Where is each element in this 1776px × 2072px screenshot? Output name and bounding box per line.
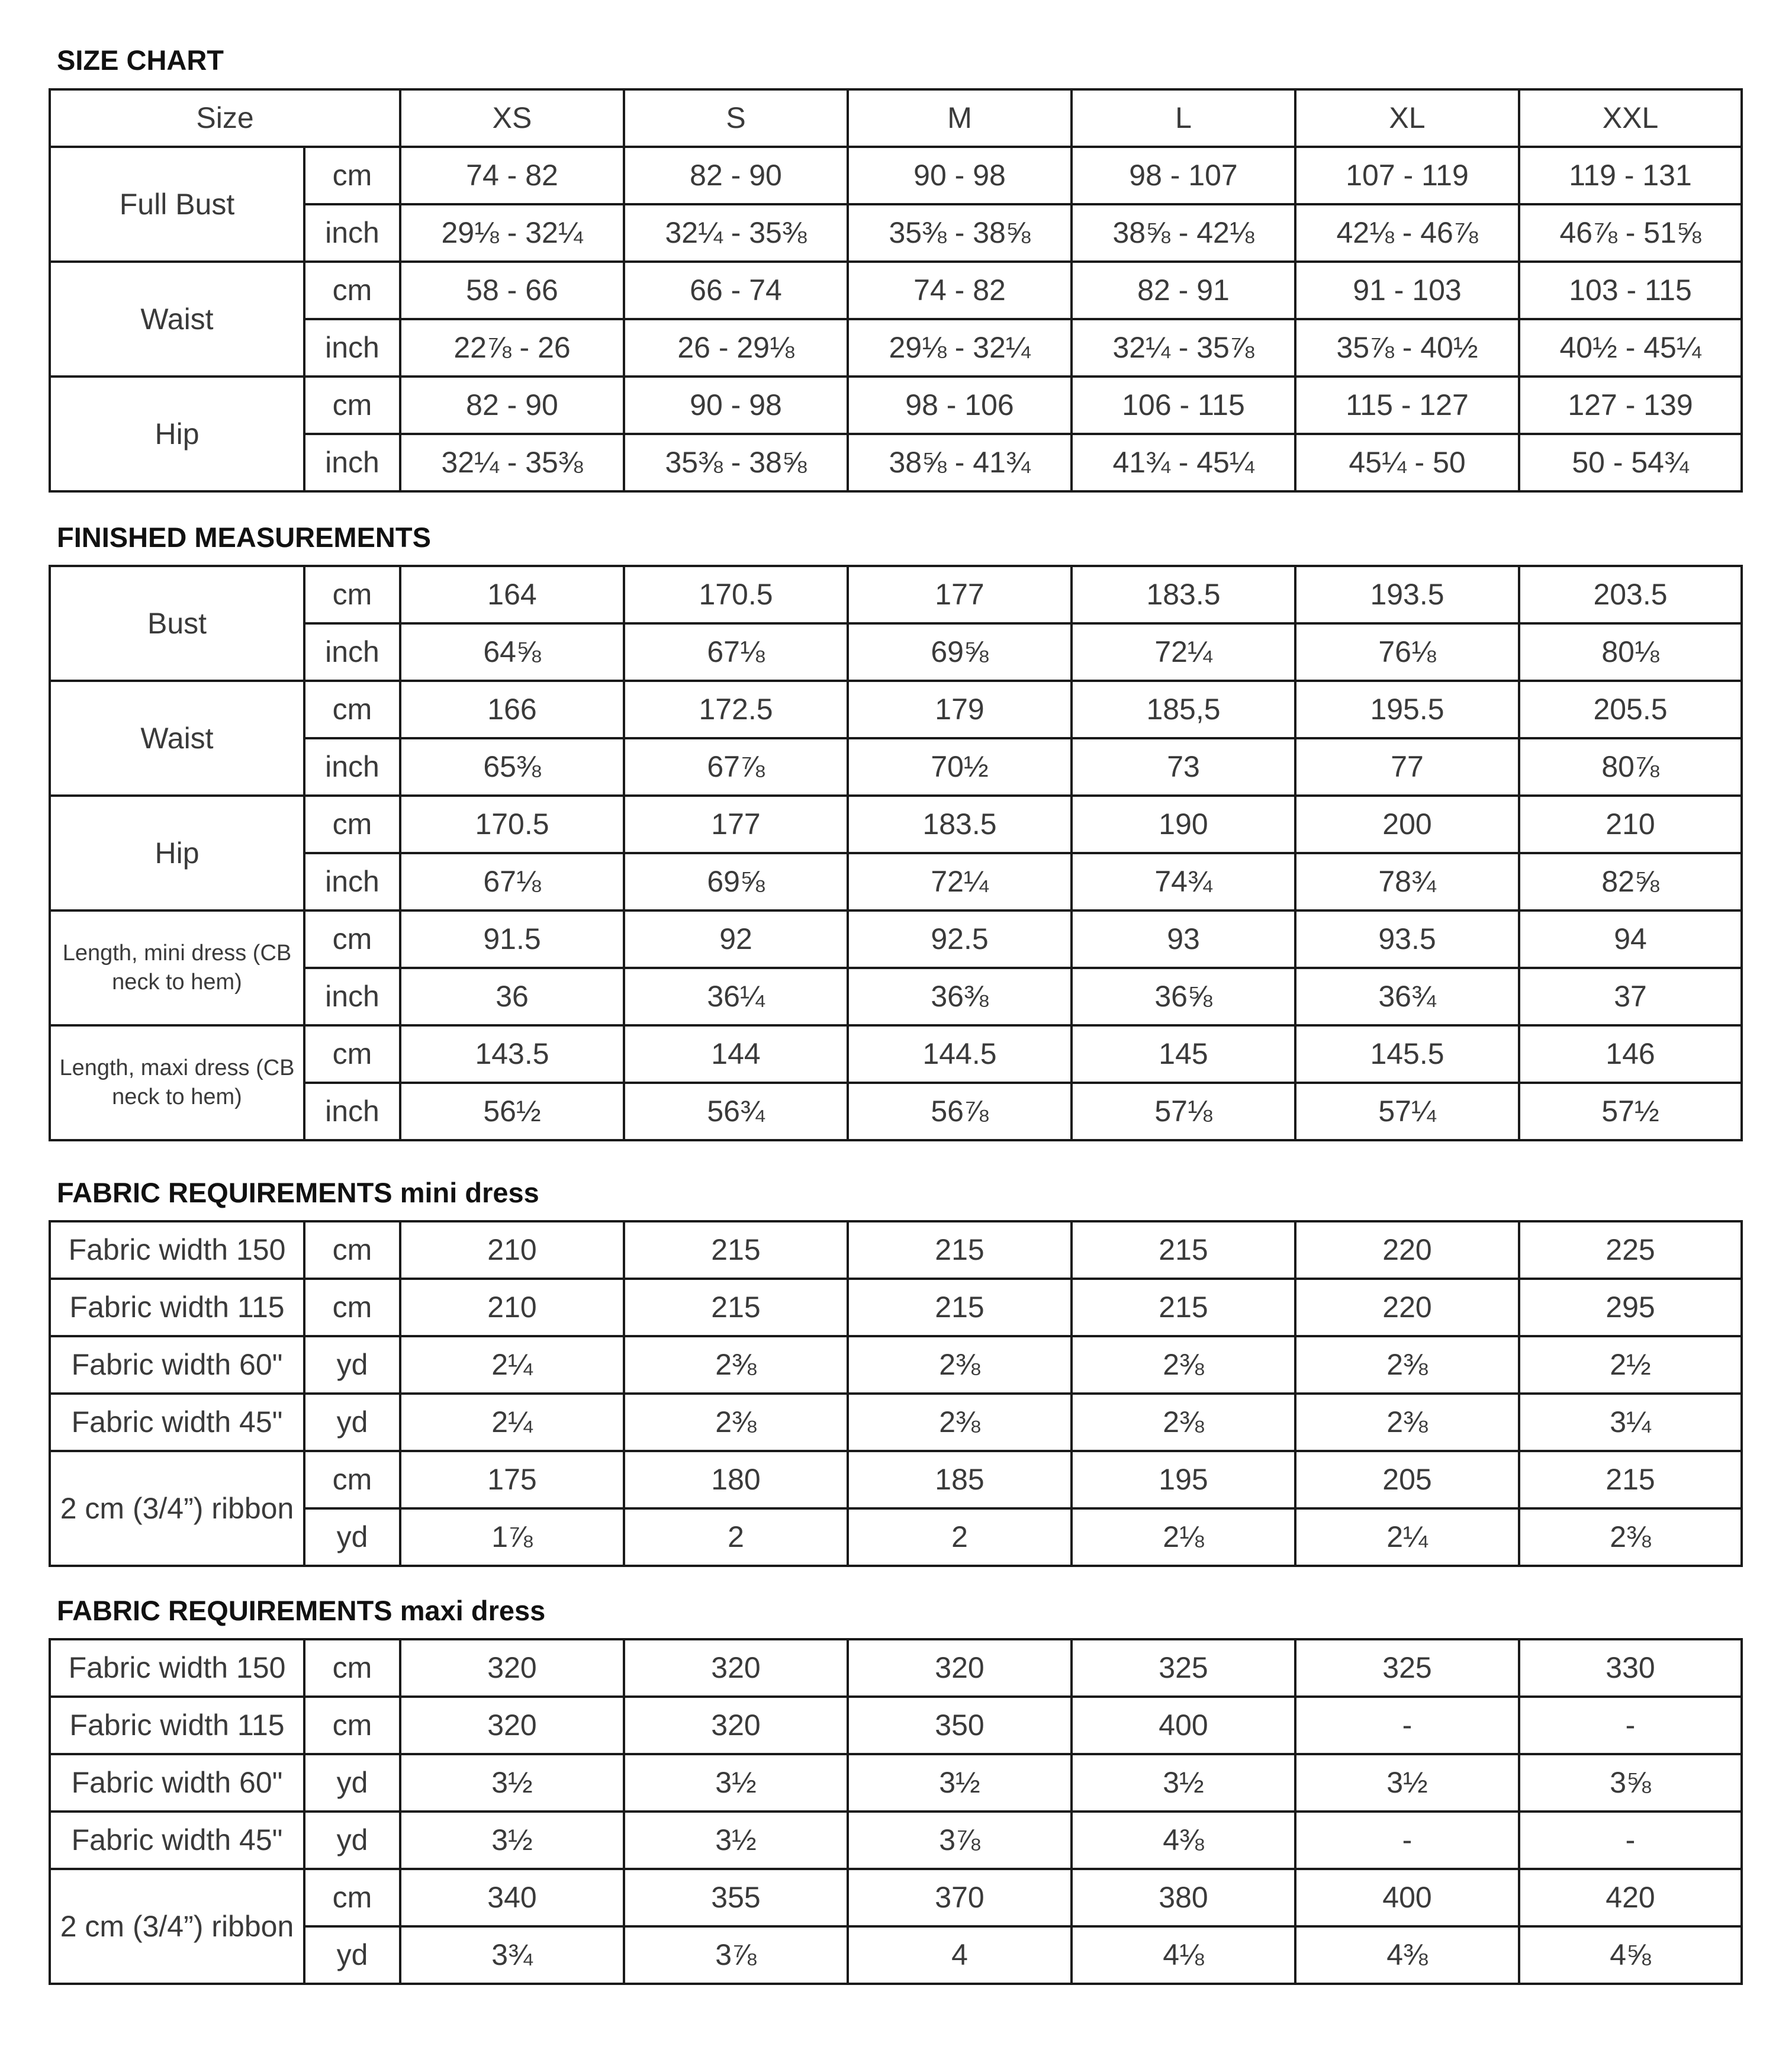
value-cell-xs: 320 [400, 1639, 624, 1697]
table-row [50, 1812, 1742, 1869]
value-cell-xs: 210 [400, 1221, 624, 1279]
unit-cell: yd [304, 1508, 400, 1566]
unit-cell: cm [304, 262, 400, 319]
value-cell-xs: 2¼ [400, 1336, 624, 1394]
unit-cell: cm [304, 1697, 400, 1754]
value-cell-xxl: 3¼ [1519, 1394, 1742, 1451]
value-cell-l: 41¾ - 45¼ [1072, 434, 1295, 491]
fabric-requirements-maxi-table [49, 1638, 1743, 1985]
size-header-xxl: XXL [1519, 89, 1742, 147]
table-row [50, 1869, 1742, 1926]
value-cell-l: 93 [1072, 910, 1295, 968]
value-cell-m: 70½ [848, 738, 1072, 796]
row-group-label: Hip [50, 377, 304, 491]
value-cell-l: 190 [1072, 796, 1295, 853]
value-cell-xl: 107 - 119 [1295, 147, 1519, 204]
value-cell-m: 29⅛ - 32¼ [848, 319, 1072, 377]
value-cell-s: 92 [624, 910, 848, 968]
value-cell-s: 67⅞ [624, 738, 848, 796]
value-cell-l: 2⅛ [1072, 1508, 1295, 1566]
unit-cell: yd [304, 1336, 400, 1394]
row-group-label: 2 cm (3/4”) ribbon [50, 1451, 304, 1566]
size-header-row [50, 89, 1742, 147]
value-cell-xl: 2⅜ [1295, 1394, 1519, 1451]
value-cell-xs: 56½ [400, 1083, 624, 1140]
value-cell-s: 144 [624, 1025, 848, 1083]
value-cell-xxl: 2⅜ [1519, 1508, 1742, 1566]
unit-cell: cm [304, 1279, 400, 1336]
value-cell-xxl: 50 - 54¾ [1519, 434, 1742, 491]
finished-measurements-table [49, 565, 1743, 1141]
size-header-xs: XS [400, 89, 624, 147]
value-cell-m: 215 [848, 1279, 1072, 1336]
value-cell-l: 38⅝ - 42⅛ [1072, 204, 1295, 262]
row-group-label: Fabric width 150 [50, 1221, 304, 1279]
value-cell-xs: 3½ [400, 1812, 624, 1869]
value-cell-l: 215 [1072, 1221, 1295, 1279]
value-cell-s: 2⅜ [624, 1336, 848, 1394]
unit-cell: cm [304, 147, 400, 204]
table-row [50, 566, 1742, 623]
value-cell-xs: 2¼ [400, 1394, 624, 1451]
unit-cell: inch [304, 1083, 400, 1140]
value-cell-xs: 74 - 82 [400, 147, 624, 204]
value-cell-l: 380 [1072, 1869, 1295, 1926]
unit-cell: inch [304, 968, 400, 1025]
value-cell-xs: 164 [400, 566, 624, 623]
value-cell-s: 2 [624, 1508, 848, 1566]
unit-cell: inch [304, 319, 400, 377]
unit-cell: cm [304, 1869, 400, 1926]
value-cell-l: 72¼ [1072, 623, 1295, 681]
value-cell-l: 3½ [1072, 1754, 1295, 1812]
value-cell-m: 350 [848, 1697, 1072, 1754]
value-cell-xl: 200 [1295, 796, 1519, 853]
value-cell-l: 400 [1072, 1697, 1295, 1754]
value-cell-s: 67⅛ [624, 623, 848, 681]
value-cell-xxl: 215 [1519, 1451, 1742, 1508]
value-cell-xxl: 119 - 131 [1519, 147, 1742, 204]
table-row [50, 1754, 1742, 1812]
value-cell-xl: 78¾ [1295, 853, 1519, 910]
value-cell-xs: 1⅞ [400, 1508, 624, 1566]
value-cell-m: 144.5 [848, 1025, 1072, 1083]
unit-cell: inch [304, 623, 400, 681]
value-cell-xxl: 37 [1519, 968, 1742, 1025]
value-cell-m: 3⅞ [848, 1812, 1072, 1869]
size-chart-title: SIZE CHART [57, 44, 224, 76]
unit-cell: cm [304, 1451, 400, 1508]
value-cell-s: 170.5 [624, 566, 848, 623]
value-cell-l: 145 [1072, 1025, 1295, 1083]
unit-cell: inch [304, 204, 400, 262]
value-cell-s: 215 [624, 1221, 848, 1279]
unit-cell: inch [304, 434, 400, 491]
value-cell-l: 185,5 [1072, 681, 1295, 738]
value-cell-xxl: 420 [1519, 1869, 1742, 1926]
value-cell-xs: 3½ [400, 1754, 624, 1812]
row-group-label: Fabric width 60" [50, 1336, 304, 1394]
value-cell-m: 215 [848, 1221, 1072, 1279]
value-cell-xl: 77 [1295, 738, 1519, 796]
value-cell-xs: 32¼ - 35⅜ [400, 434, 624, 491]
value-cell-xl: 145.5 [1295, 1025, 1519, 1083]
value-cell-xs: 175 [400, 1451, 624, 1508]
unit-cell: cm [304, 377, 400, 434]
value-cell-xs: 3¾ [400, 1926, 624, 1984]
value-cell-xxl: 40½ - 45¼ [1519, 319, 1742, 377]
value-cell-s: 66 - 74 [624, 262, 848, 319]
value-cell-s: 3½ [624, 1812, 848, 1869]
row-group-label: Length, mini dress (CB neck to hem) [50, 910, 304, 1025]
value-cell-xl: 195.5 [1295, 681, 1519, 738]
value-cell-xl: 76⅛ [1295, 623, 1519, 681]
value-cell-xl: 220 [1295, 1221, 1519, 1279]
value-cell-xl: 3½ [1295, 1754, 1519, 1812]
value-cell-xs: 91.5 [400, 910, 624, 968]
value-cell-xxl: 4⅝ [1519, 1926, 1742, 1984]
row-group-label: Fabric width 60" [50, 1754, 304, 1812]
table-row [50, 681, 1742, 738]
value-cell-l: 195 [1072, 1451, 1295, 1508]
value-cell-s: 172.5 [624, 681, 848, 738]
value-cell-xs: 82 - 90 [400, 377, 624, 434]
value-cell-xxl: 295 [1519, 1279, 1742, 1336]
unit-cell: cm [304, 681, 400, 738]
value-cell-s: 26 - 29⅛ [624, 319, 848, 377]
unit-cell: cm [304, 1639, 400, 1697]
value-cell-xxl: 330 [1519, 1639, 1742, 1697]
unit-cell: inch [304, 853, 400, 910]
row-group-label: Length, maxi dress (CB neck to hem) [50, 1025, 304, 1140]
value-cell-xl: - [1295, 1697, 1519, 1754]
value-cell-m: 90 - 98 [848, 147, 1072, 204]
row-group-label: Waist [50, 262, 304, 377]
value-cell-xxl: 80⅛ [1519, 623, 1742, 681]
value-cell-m: 56⅞ [848, 1083, 1072, 1140]
row-group-label: Fabric width 115 [50, 1279, 304, 1336]
value-cell-m: 4 [848, 1926, 1072, 1984]
table-row [50, 1394, 1742, 1451]
row-group-label: Fabric width 115 [50, 1697, 304, 1754]
value-cell-xxl: 82⅝ [1519, 853, 1742, 910]
value-cell-xs: 210 [400, 1279, 624, 1336]
value-cell-s: 90 - 98 [624, 377, 848, 434]
value-cell-xs: 65⅜ [400, 738, 624, 796]
value-cell-s: 177 [624, 796, 848, 853]
value-cell-xxl: 103 - 115 [1519, 262, 1742, 319]
value-cell-xxl: 57½ [1519, 1083, 1742, 1140]
size-header-xl: XL [1295, 89, 1519, 147]
size-header-m: M [848, 89, 1072, 147]
table-row [50, 377, 1742, 434]
value-cell-xxl: 80⅞ [1519, 738, 1742, 796]
value-cell-m: 320 [848, 1639, 1072, 1697]
value-cell-xl: 115 - 127 [1295, 377, 1519, 434]
value-cell-s: 3⅞ [624, 1926, 848, 1984]
value-cell-xxl: 225 [1519, 1221, 1742, 1279]
table-row [50, 796, 1742, 853]
value-cell-xl: 205 [1295, 1451, 1519, 1508]
value-cell-m: 92.5 [848, 910, 1072, 968]
value-cell-xxl: 2½ [1519, 1336, 1742, 1394]
table-row [50, 1221, 1742, 1279]
value-cell-xs: 64⅝ [400, 623, 624, 681]
unit-cell: inch [304, 738, 400, 796]
value-cell-xl: 193.5 [1295, 566, 1519, 623]
table-row [50, 1639, 1742, 1697]
value-cell-s: 320 [624, 1639, 848, 1697]
value-cell-l: 4⅛ [1072, 1926, 1295, 1984]
value-cell-xs: 170.5 [400, 796, 624, 853]
size-chart-table [49, 88, 1743, 493]
value-cell-s: 69⅝ [624, 853, 848, 910]
unit-cell: yd [304, 1394, 400, 1451]
size-header-s: S [624, 89, 848, 147]
value-cell-s: 180 [624, 1451, 848, 1508]
value-cell-l: 215 [1072, 1279, 1295, 1336]
row-group-label: Fabric width 45" [50, 1812, 304, 1869]
value-cell-xs: 143.5 [400, 1025, 624, 1083]
size-header-label: Size [50, 89, 400, 147]
unit-cell: cm [304, 796, 400, 853]
fabric-mini-title: FABRIC REQUIREMENTS mini dress [57, 1177, 539, 1208]
unit-cell: cm [304, 1025, 400, 1083]
row-group-label: Fabric width 150 [50, 1639, 304, 1697]
value-cell-xxl: - [1519, 1812, 1742, 1869]
unit-cell: yd [304, 1812, 400, 1869]
value-cell-xs: 36 [400, 968, 624, 1025]
table-row [50, 1279, 1742, 1336]
row-group-label: Hip [50, 796, 304, 910]
table-row [50, 1697, 1742, 1754]
table-row [50, 910, 1742, 968]
value-cell-s: 82 - 90 [624, 147, 848, 204]
fabric-requirements-mini-table [49, 1220, 1743, 1567]
row-group-label: Fabric width 45" [50, 1394, 304, 1451]
value-cell-l: 2⅜ [1072, 1336, 1295, 1394]
value-cell-l: 57⅛ [1072, 1083, 1295, 1140]
value-cell-xl: 36¾ [1295, 968, 1519, 1025]
unit-cell: yd [304, 1926, 400, 1984]
value-cell-l: 98 - 107 [1072, 147, 1295, 204]
value-cell-xl: 91 - 103 [1295, 262, 1519, 319]
value-cell-xxl: 203.5 [1519, 566, 1742, 623]
value-cell-m: 72¼ [848, 853, 1072, 910]
value-cell-l: 74¾ [1072, 853, 1295, 910]
value-cell-m: 179 [848, 681, 1072, 738]
value-cell-xxl: 127 - 139 [1519, 377, 1742, 434]
value-cell-l: 82 - 91 [1072, 262, 1295, 319]
value-cell-m: 36⅜ [848, 968, 1072, 1025]
value-cell-m: 74 - 82 [848, 262, 1072, 319]
row-group-label: Waist [50, 681, 304, 796]
value-cell-xl: 4⅜ [1295, 1926, 1519, 1984]
value-cell-s: 320 [624, 1697, 848, 1754]
value-cell-xs: 58 - 66 [400, 262, 624, 319]
row-group-label: 2 cm (3/4”) ribbon [50, 1869, 304, 1984]
value-cell-xl: 400 [1295, 1869, 1519, 1926]
value-cell-m: 35⅜ - 38⅝ [848, 204, 1072, 262]
value-cell-l: 73 [1072, 738, 1295, 796]
value-cell-xxl: 46⅞ - 51⅝ [1519, 204, 1742, 262]
value-cell-xl: 45¼ - 50 [1295, 434, 1519, 491]
unit-cell: cm [304, 910, 400, 968]
value-cell-xl: 57¼ [1295, 1083, 1519, 1140]
value-cell-m: 185 [848, 1451, 1072, 1508]
value-cell-xxl: - [1519, 1697, 1742, 1754]
value-cell-l: 2⅜ [1072, 1394, 1295, 1451]
value-cell-s: 32¼ - 35⅜ [624, 204, 848, 262]
size-header-l: L [1072, 89, 1295, 147]
value-cell-m: 38⅝ - 41¾ [848, 434, 1072, 491]
row-group-label: Bust [50, 566, 304, 681]
table-row [50, 1025, 1742, 1083]
unit-cell: cm [304, 1221, 400, 1279]
value-cell-s: 355 [624, 1869, 848, 1926]
value-cell-s: 215 [624, 1279, 848, 1336]
value-cell-xs: 29⅛ - 32¼ [400, 204, 624, 262]
value-cell-l: 325 [1072, 1639, 1295, 1697]
table-row [50, 262, 1742, 319]
value-cell-xl: - [1295, 1812, 1519, 1869]
value-cell-l: 4⅜ [1072, 1812, 1295, 1869]
unit-cell: cm [304, 566, 400, 623]
value-cell-xl: 220 [1295, 1279, 1519, 1336]
value-cell-xxl: 3⅝ [1519, 1754, 1742, 1812]
value-cell-xl: 2¼ [1295, 1508, 1519, 1566]
value-cell-m: 183.5 [848, 796, 1072, 853]
value-cell-m: 2⅜ [848, 1336, 1072, 1394]
value-cell-xxl: 146 [1519, 1025, 1742, 1083]
value-cell-l: 32¼ - 35⅞ [1072, 319, 1295, 377]
table-row [50, 1451, 1742, 1508]
value-cell-m: 370 [848, 1869, 1072, 1926]
value-cell-xl: 35⅞ - 40½ [1295, 319, 1519, 377]
value-cell-m: 98 - 106 [848, 377, 1072, 434]
row-group-label: Full Bust [50, 147, 304, 262]
value-cell-m: 2 [848, 1508, 1072, 1566]
value-cell-s: 3½ [624, 1754, 848, 1812]
finished-measurements-title: FINISHED MEASUREMENTS [57, 522, 431, 553]
value-cell-l: 106 - 115 [1072, 377, 1295, 434]
value-cell-xs: 67⅛ [400, 853, 624, 910]
table-row [50, 1336, 1742, 1394]
value-cell-xxl: 205.5 [1519, 681, 1742, 738]
value-cell-s: 2⅜ [624, 1394, 848, 1451]
value-cell-s: 56¾ [624, 1083, 848, 1140]
value-cell-xs: 340 [400, 1869, 624, 1926]
value-cell-xl: 93.5 [1295, 910, 1519, 968]
value-cell-m: 2⅜ [848, 1394, 1072, 1451]
value-cell-s: 36¼ [624, 968, 848, 1025]
value-cell-m: 3½ [848, 1754, 1072, 1812]
value-cell-xl: 42⅛ - 46⅞ [1295, 204, 1519, 262]
value-cell-xxl: 94 [1519, 910, 1742, 968]
value-cell-xxl: 210 [1519, 796, 1742, 853]
value-cell-m: 177 [848, 566, 1072, 623]
value-cell-xs: 166 [400, 681, 624, 738]
value-cell-xs: 22⅞ - 26 [400, 319, 624, 377]
value-cell-s: 35⅜ - 38⅝ [624, 434, 848, 491]
value-cell-m: 69⅝ [848, 623, 1072, 681]
unit-cell: yd [304, 1754, 400, 1812]
value-cell-xl: 2⅜ [1295, 1336, 1519, 1394]
value-cell-xl: 325 [1295, 1639, 1519, 1697]
value-cell-l: 183.5 [1072, 566, 1295, 623]
fabric-maxi-title: FABRIC REQUIREMENTS maxi dress [57, 1595, 546, 1626]
value-cell-l: 36⅝ [1072, 968, 1295, 1025]
value-cell-xs: 320 [400, 1697, 624, 1754]
table-row [50, 147, 1742, 204]
